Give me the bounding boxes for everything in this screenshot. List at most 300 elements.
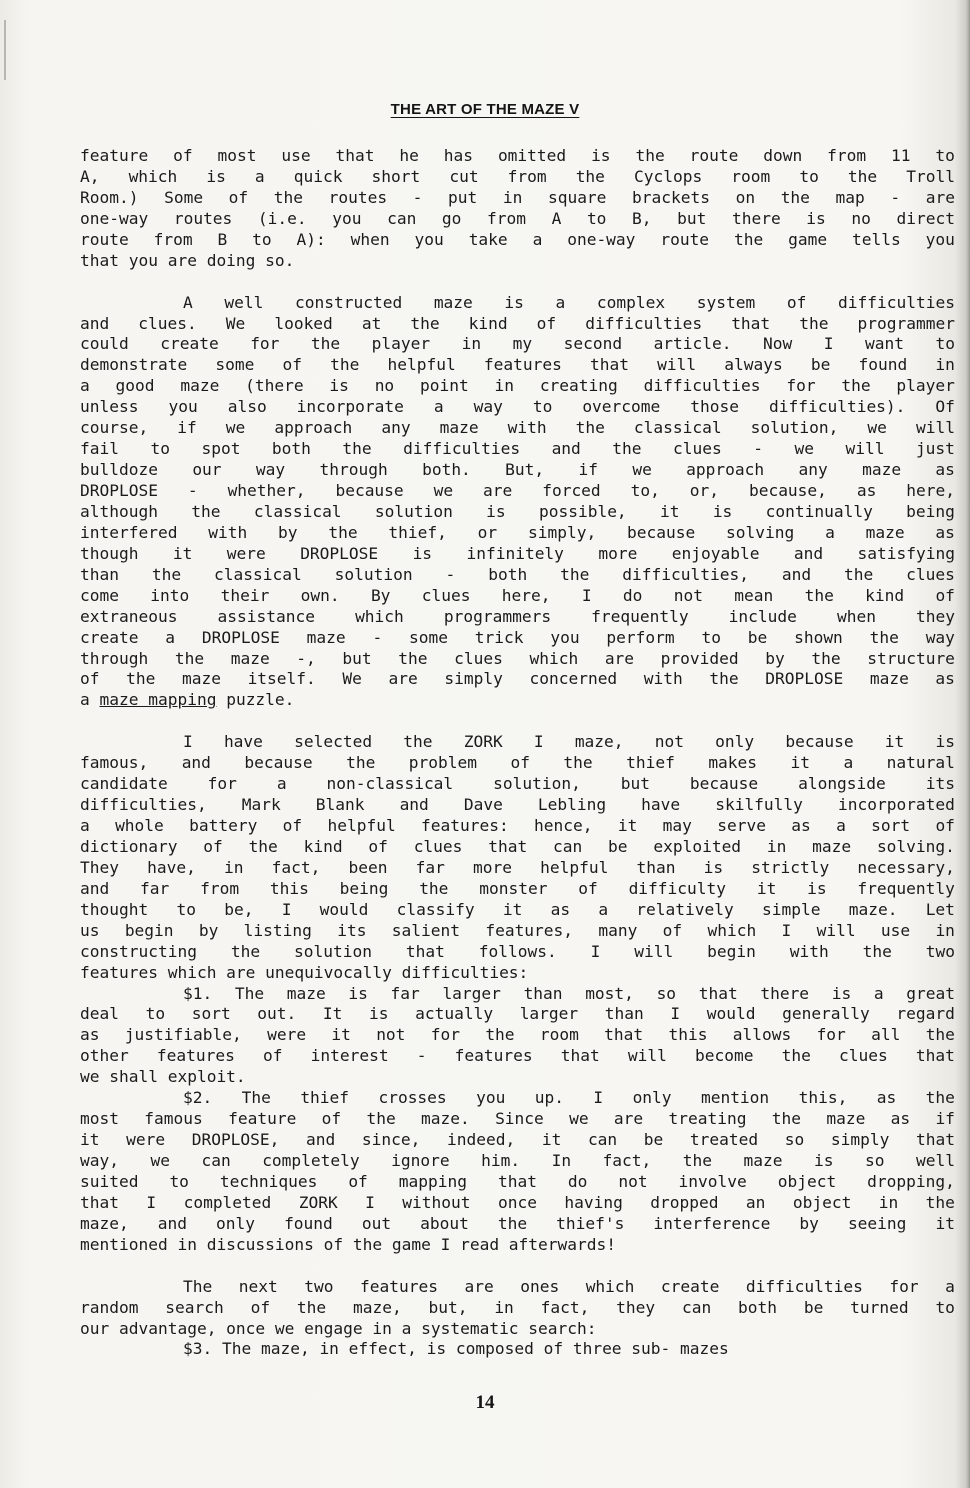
- word: to: [935, 334, 955, 354]
- word: brackets: [632, 187, 710, 207]
- word: maze: [743, 1151, 783, 1170]
- word: the: [799, 313, 829, 333]
- word: approach: [686, 460, 765, 480]
- word: out.: [257, 1004, 297, 1024]
- word: regard: [896, 1004, 955, 1024]
- word: for: [250, 334, 280, 354]
- word: They: [80, 857, 119, 877]
- word: salient: [391, 920, 461, 940]
- word: it: [502, 899, 523, 919]
- text-line: [80, 1025, 955, 1046]
- paragraph: [80, 984, 955, 1089]
- word: by: [799, 1213, 819, 1233]
- word: the: [925, 1192, 955, 1212]
- word: to: [701, 627, 721, 647]
- word: treated: [689, 1130, 759, 1150]
- word: the: [811, 648, 841, 668]
- word: not: [654, 732, 684, 752]
- text-line: [80, 502, 955, 523]
- word: from: [200, 878, 240, 898]
- word: -: [187, 481, 198, 500]
- line-text: $3. The maze, in effect, is composed of three sub- mazes: [183, 1339, 729, 1359]
- word: features:: [421, 816, 509, 835]
- word: is: [935, 732, 955, 752]
- word: of: [510, 753, 530, 773]
- word: I: [533, 732, 544, 752]
- word: generally: [782, 1004, 870, 1024]
- word: not: [673, 585, 703, 605]
- word: infinitely: [466, 543, 564, 563]
- word: will: [816, 920, 856, 940]
- word: could: [80, 334, 129, 354]
- word: as: [890, 1109, 911, 1129]
- text-line: [80, 481, 955, 502]
- word: a: [276, 774, 287, 794]
- page-number: 14: [475, 1392, 495, 1413]
- word: actually: [415, 1004, 494, 1024]
- paragraph: [80, 1088, 955, 1256]
- word: we: [569, 1109, 589, 1129]
- text-line: [80, 188, 955, 209]
- word: when: [350, 229, 390, 249]
- word: of: [321, 1109, 342, 1129]
- word: all: [871, 1025, 901, 1045]
- word: structure: [867, 648, 955, 668]
- word: this,: [798, 1088, 848, 1108]
- word: so: [784, 1130, 805, 1150]
- word: crosses: [378, 1088, 447, 1108]
- word: are: [388, 669, 418, 689]
- word: features: [483, 355, 562, 375]
- word: the: [563, 753, 593, 773]
- word: mention: [700, 1088, 770, 1108]
- word: it: [172, 543, 193, 563]
- word: map: [835, 187, 865, 207]
- word: the: [612, 439, 642, 459]
- word: whole: [115, 816, 164, 835]
- word: We: [225, 313, 246, 333]
- word: our: [192, 460, 222, 480]
- text-line: [80, 1109, 955, 1130]
- word: room: [731, 166, 771, 186]
- word: mean: [734, 585, 774, 605]
- word: be: [643, 1130, 664, 1150]
- word: In: [551, 1151, 572, 1170]
- word: many: [598, 920, 638, 940]
- word: mapping: [398, 1171, 467, 1191]
- word: so: [656, 983, 677, 1003]
- word: thief,: [388, 522, 447, 542]
- word: system: [696, 292, 756, 312]
- word: would: [319, 899, 369, 919]
- word: constructing: [80, 941, 197, 961]
- word: on: [735, 187, 756, 207]
- word: I: [183, 732, 193, 752]
- text-line: [80, 942, 955, 963]
- word: -: [416, 1046, 427, 1066]
- word: kind: [865, 585, 905, 605]
- word: selected: [294, 732, 373, 752]
- word: and: [306, 1130, 336, 1150]
- word: of: [250, 1297, 271, 1317]
- word: two: [925, 941, 955, 961]
- word: be: [803, 1297, 824, 1317]
- word: no: [851, 208, 871, 228]
- word: the: [398, 648, 428, 668]
- word: maze: [306, 627, 346, 647]
- word: are: [483, 481, 513, 500]
- text-line: [80, 921, 955, 942]
- word: feature: [228, 1109, 297, 1129]
- word: that: [405, 941, 445, 961]
- word: some: [215, 355, 255, 375]
- word: if: [935, 1109, 955, 1129]
- word: maze.: [848, 899, 898, 919]
- text-line: [80, 795, 955, 816]
- word: the: [366, 1109, 396, 1129]
- word: will: [915, 418, 955, 438]
- word: him.: [481, 1151, 521, 1170]
- word: those: [690, 397, 739, 417]
- word: a: [836, 816, 846, 835]
- word: I: [581, 585, 592, 605]
- text-line: [80, 628, 955, 649]
- word: want: [864, 334, 904, 354]
- word: there: [731, 208, 781, 228]
- text-line: [80, 293, 955, 314]
- word: and: [399, 795, 429, 815]
- word: frequently: [857, 878, 955, 898]
- word: A: [183, 292, 193, 312]
- text-line: [80, 209, 955, 230]
- text-line: [80, 984, 955, 1005]
- word: point: [419, 376, 469, 396]
- word: forced: [542, 481, 601, 500]
- word: and: [157, 1213, 188, 1233]
- text-line: [80, 649, 955, 670]
- word: Lebling: [537, 795, 607, 815]
- word: be: [608, 836, 628, 856]
- word: be: [810, 355, 831, 375]
- word: the: [485, 1025, 515, 1045]
- word: a: [825, 522, 835, 542]
- word: the: [844, 564, 874, 584]
- word: being: [339, 878, 389, 898]
- word: down: [763, 146, 803, 165]
- word: for: [889, 1276, 919, 1296]
- word: than: [80, 564, 119, 584]
- word: and: [781, 564, 812, 584]
- word: clues: [454, 648, 503, 668]
- word: concerned: [529, 669, 618, 689]
- word: its: [925, 774, 955, 794]
- word: interference: [653, 1213, 771, 1233]
- word: square: [547, 187, 607, 207]
- word: helpful: [540, 857, 609, 877]
- word: that: [915, 1046, 955, 1066]
- word: Room.): [80, 187, 139, 207]
- word: other: [80, 1046, 129, 1066]
- word: a: [165, 627, 176, 647]
- word: programmers: [443, 606, 552, 626]
- word: my: [512, 334, 533, 354]
- word: just: [915, 439, 955, 459]
- word: $2.: [183, 1088, 213, 1108]
- word: is: [329, 376, 349, 396]
- word: assistance: [217, 606, 315, 626]
- word: as: [935, 522, 955, 542]
- word: direct: [896, 208, 955, 228]
- word: some: [409, 627, 448, 647]
- word: demonstrate: [80, 355, 188, 375]
- word: the: [682, 1151, 713, 1170]
- word: quick: [293, 166, 343, 186]
- word: a: [843, 753, 854, 773]
- word: the: [575, 418, 605, 438]
- word: a: [555, 292, 566, 312]
- word: that: [80, 1192, 119, 1212]
- word: Of: [935, 397, 955, 417]
- word: constructed: [294, 292, 403, 312]
- text-line: [80, 1088, 955, 1109]
- word: because: [627, 522, 696, 542]
- word: course,: [80, 418, 149, 438]
- word: the: [869, 627, 899, 647]
- word: $1.: [183, 983, 213, 1003]
- word: sort: [191, 1004, 231, 1024]
- word: the: [709, 669, 739, 689]
- word: feature: [80, 146, 149, 165]
- word: as: [80, 1025, 100, 1045]
- word: tells: [851, 229, 901, 249]
- word: it: [790, 753, 810, 773]
- word: difficulties: [745, 1276, 863, 1296]
- text-line: [80, 879, 955, 900]
- word: well: [915, 1151, 955, 1170]
- word: you: [476, 1088, 506, 1108]
- text-line: [80, 439, 955, 460]
- word: solution: [334, 564, 413, 584]
- word: the: [296, 1297, 327, 1317]
- word: DROPLOSE: [201, 627, 280, 647]
- word: far: [390, 983, 420, 1003]
- word: through: [80, 648, 149, 668]
- word: thief's: [556, 1213, 625, 1233]
- word: that: [497, 1171, 537, 1191]
- text-line: [80, 251, 955, 272]
- word: is: [206, 166, 226, 186]
- word: more: [598, 543, 638, 563]
- word: of: [935, 816, 955, 835]
- word: solution: [293, 941, 372, 961]
- word: object: [792, 1192, 852, 1212]
- word: The: [183, 1276, 213, 1296]
- word: Let: [925, 899, 955, 919]
- word: perform: [606, 627, 675, 647]
- word: that: [560, 1046, 600, 1066]
- word: solving.: [876, 836, 955, 856]
- word: have: [223, 732, 263, 752]
- word: hence,: [534, 816, 593, 835]
- word: are: [925, 187, 955, 207]
- word: A):: [296, 229, 326, 249]
- word: battery: [189, 816, 258, 835]
- word: will: [657, 355, 697, 375]
- word: for: [786, 376, 816, 396]
- word: and: [80, 313, 110, 333]
- word: you: [332, 208, 362, 228]
- word: in: [494, 376, 515, 396]
- line-text: a: [80, 690, 100, 710]
- word: with: [208, 522, 248, 542]
- text-line: [80, 1214, 955, 1235]
- word: larger: [442, 983, 501, 1003]
- word: programmer: [857, 313, 955, 333]
- word: maze,: [574, 732, 624, 752]
- word: with: [507, 418, 547, 438]
- word: the: [560, 564, 590, 584]
- word: fail: [80, 439, 119, 459]
- word: is: [412, 543, 433, 563]
- word: a: [80, 376, 90, 396]
- word: maze: [869, 669, 909, 689]
- word: maze,: [352, 1297, 402, 1317]
- word: it: [80, 1130, 100, 1150]
- word: were: [226, 543, 266, 563]
- word: because: [244, 753, 313, 773]
- word: of: [282, 816, 303, 835]
- word: Some: [164, 187, 204, 207]
- word: he: [399, 146, 419, 165]
- word: dropped: [650, 1192, 719, 1212]
- word: to: [169, 1171, 189, 1191]
- text-line: [80, 1172, 955, 1193]
- word: search: [165, 1297, 224, 1317]
- word: We: [342, 669, 362, 689]
- word: we: [867, 418, 887, 438]
- word: in: [461, 334, 482, 354]
- word: dropping,: [867, 1171, 955, 1191]
- word: do: [567, 1171, 588, 1191]
- word: interest: [310, 1046, 389, 1066]
- word: indeed,: [446, 1130, 516, 1150]
- word: helpful: [327, 816, 396, 835]
- word: The: [241, 1088, 271, 1108]
- word: most: [80, 1109, 119, 1129]
- word: I: [365, 1192, 375, 1212]
- word: been: [348, 857, 388, 877]
- word: the: [342, 439, 372, 459]
- word: DROPLOSE: [300, 543, 379, 563]
- word: the: [847, 166, 878, 186]
- word: it: [331, 1025, 351, 1045]
- word: this: [668, 1025, 708, 1045]
- word: good: [115, 376, 155, 396]
- word: since,: [361, 1130, 421, 1150]
- text-line: [80, 732, 955, 753]
- word: far: [140, 878, 170, 898]
- word: famous: [144, 1109, 203, 1129]
- word: B: [217, 229, 228, 249]
- paragraph: [80, 1277, 955, 1340]
- word: fact,: [271, 857, 321, 877]
- word: necessary,: [857, 857, 955, 877]
- word: found: [858, 355, 908, 375]
- word: article.: [653, 334, 732, 354]
- word: route: [80, 229, 129, 249]
- word: only: [715, 732, 755, 752]
- word: can: [681, 1297, 712, 1317]
- word: maze.: [421, 1109, 470, 1129]
- word: that: [335, 146, 375, 165]
- word: a: [433, 397, 444, 417]
- word: classical: [214, 564, 302, 584]
- word: because: [785, 732, 854, 752]
- word: only: [216, 1213, 256, 1233]
- text-line: [80, 1193, 955, 1214]
- binding-edge: [4, 20, 6, 80]
- word: incorporated: [837, 795, 955, 815]
- word: and: [80, 878, 110, 898]
- text-line: [80, 690, 955, 711]
- article-title-text: THE ART OF THE MAZE V: [390, 101, 580, 118]
- word: Blank: [315, 795, 365, 815]
- word: maze: [812, 836, 852, 856]
- word: simply: [444, 669, 503, 689]
- word: way: [473, 397, 503, 417]
- word: the: [174, 648, 205, 668]
- paragraph: [80, 732, 955, 983]
- word: well: [224, 292, 264, 312]
- word: dictionary: [80, 836, 178, 856]
- paragraph-gap: [80, 1256, 955, 1277]
- word: of: [935, 585, 955, 605]
- word: both.: [422, 460, 471, 480]
- word: than: [523, 983, 563, 1003]
- word: routes: [173, 208, 233, 228]
- word: DROPLOSE: [80, 481, 158, 500]
- text-line: [80, 607, 955, 628]
- word: seeing: [847, 1213, 907, 1233]
- word: to: [532, 397, 553, 417]
- word: most: [217, 146, 257, 165]
- word: thought: [80, 899, 149, 919]
- word: natural: [886, 753, 955, 773]
- word: -: [445, 564, 456, 584]
- word: short: [371, 166, 421, 186]
- word: use: [880, 920, 911, 940]
- word: not: [618, 1171, 648, 1191]
- word: solving: [726, 522, 795, 542]
- word: it: [884, 732, 905, 752]
- word: A,: [80, 166, 100, 186]
- word: way,: [80, 1151, 119, 1170]
- text-line: [80, 753, 955, 774]
- word: clues: [673, 439, 722, 459]
- word: in: [494, 1297, 514, 1317]
- word: can: [553, 836, 583, 856]
- word: complex: [596, 292, 666, 312]
- word: difficulties: [403, 439, 521, 459]
- word: us: [80, 920, 100, 940]
- word: and: [551, 439, 581, 459]
- word: the: [841, 376, 871, 396]
- word: the: [781, 1046, 811, 1066]
- word: are: [613, 1109, 644, 1129]
- word: extraneous: [80, 606, 178, 626]
- word: because: [335, 481, 404, 500]
- word: which: [707, 920, 757, 940]
